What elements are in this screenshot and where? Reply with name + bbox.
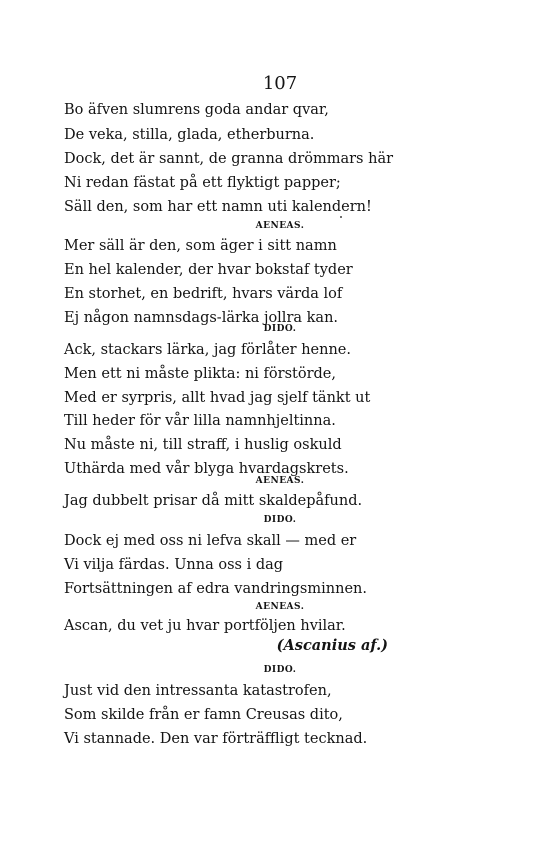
verse-line: Vi stannade. Den var förträffligt tecknad. — [64, 731, 368, 747]
verse-line: Nu måste ni, till straff, i huslig oskuld — [64, 437, 342, 453]
speaker-name: DIDO. — [263, 324, 297, 334]
verse-line: De veka, stilla, glada, etherburna. — [64, 127, 315, 143]
verse-line: Med er syrpris, allt hvad jag sjelf tänkt ut — [64, 390, 371, 406]
speaker-name: AENEAS. — [255, 476, 305, 486]
verse-line: Säll den, som har ett namn uti kalendern! — [64, 199, 372, 215]
verse-line: Ni redan fästat på ett flyktigt papper; — [64, 175, 341, 191]
verse-line: Dock, det är sannt, de granna drömmars här — [64, 151, 394, 167]
verse-line: En storhet, en bedrift, hvars värda lof — [64, 286, 343, 302]
verse-line: Ej någon namnsdags-lärka jollra kan. — [64, 310, 339, 326]
verse-line: En hel kalender, der hvar bokstaf tyder — [64, 262, 353, 278]
verse-line: Dock ej med oss ni lefva skall — med er — [64, 533, 357, 549]
verse-line: Bo äfven slumrens goda andar qvar, — [64, 102, 329, 118]
verse-line: Som skilde från er famn Creusas dito, — [64, 707, 343, 723]
verse-line: Just vid den intressanta katastrofen, — [64, 683, 332, 699]
speaker-name: DIDO. — [263, 665, 297, 675]
verse-line: Jag dubbelt prisar då mitt skaldepåfund. — [64, 493, 363, 509]
speaker-name: AENEAS. — [255, 221, 305, 231]
verse-line: Ack, stackars lärka, jag förlåter henne. — [64, 342, 351, 358]
verse-line: Men ett ni måste plikta: ni förstörde, — [64, 366, 336, 382]
speaker-name: AENEAS. — [255, 602, 305, 612]
verse-line: Fortsättningen af edra vandringsminnen. — [64, 581, 367, 597]
ink-speck — [340, 216, 342, 218]
verse-line: Mer säll är den, som äger i sitt namn — [64, 238, 337, 254]
verse-line: Till heder för vår lilla namnhjeltinna. — [64, 413, 336, 429]
verse-line: Vi vilja färdas. Unna oss i dag — [64, 557, 284, 573]
page-number: 107 — [262, 73, 298, 94]
stage-direction: (Ascanius af.) — [276, 637, 388, 654]
verse-line: Uthärda med vår blyga hvardagskrets. — [64, 461, 349, 477]
speaker-name: DIDO. — [263, 515, 297, 525]
verse-line: Ascan, du vet ju hvar portföljen hvilar. — [64, 618, 346, 634]
